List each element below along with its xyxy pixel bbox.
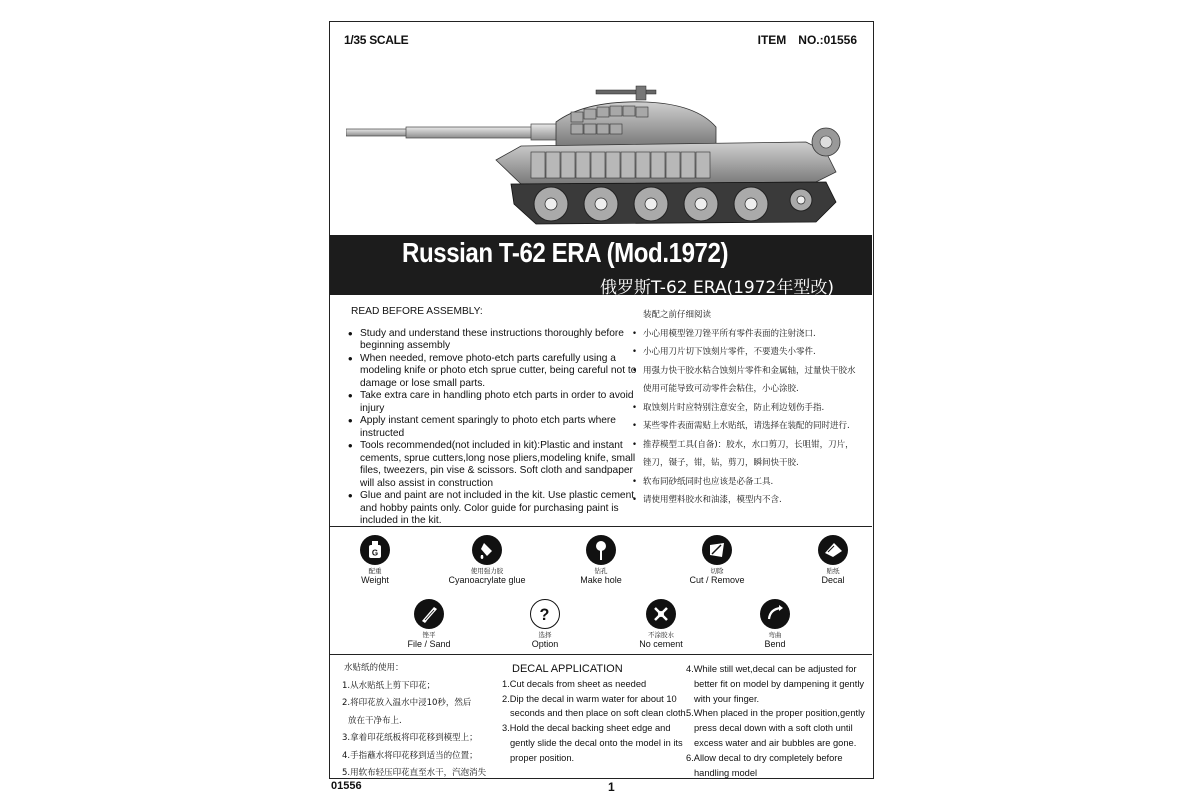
symbol-label-cn: 钻孔	[594, 567, 608, 575]
symbol-label: Weight	[361, 575, 389, 585]
list-item: seconds and then place on soft clean cloth.	[510, 708, 689, 719]
list-item: 1.Cut decals from sheet as needed	[502, 678, 647, 689]
list-item: 4.手指蘸水将印花移到适当的位置；	[342, 750, 478, 761]
symbol-label-cn: 切除	[710, 567, 724, 575]
symbol-label-cn: 锉平	[422, 631, 436, 639]
option-icon	[530, 599, 560, 629]
symbol-label: Bend	[764, 639, 786, 649]
symbol-label-cn: 贴纸	[826, 567, 840, 575]
divider	[330, 526, 872, 527]
list-item: • Take extra care in handling photo etch parts in order to avoid injury	[348, 390, 638, 415]
list-item: proper position.	[510, 752, 575, 763]
list-item: press decal down with a soft cloth until	[694, 723, 853, 734]
bend-icon	[760, 599, 790, 629]
read-before-en	[348, 306, 638, 528]
symbol-no-cement	[616, 599, 706, 649]
no-cement-icon	[646, 599, 676, 629]
symbol-bend	[730, 599, 820, 649]
symbol-label: Make hole	[580, 575, 622, 585]
instruction-sheet	[329, 21, 874, 779]
decal-icon	[818, 535, 848, 565]
symbol-label: File / Sand	[407, 639, 451, 649]
list-item: 3.Hold the decal backing sheet edge and	[502, 723, 671, 734]
item-no: NO.:01556	[798, 33, 857, 47]
symbol-label-cn: 使用强力胶	[470, 567, 504, 575]
symbol-label-cn: 弯曲	[768, 631, 782, 639]
scale-label: 1/35 SCALE	[344, 33, 409, 47]
decal-heading-cn: 水贴纸的使用：	[344, 663, 404, 673]
symbol-option	[500, 599, 590, 649]
symbol-label: Cyanoacrylate glue	[448, 575, 526, 585]
symbol-label: Decal	[821, 575, 845, 585]
list-item: 锉刀，镊子，钳，钻，剪刀，瞬间快干胶.	[643, 458, 799, 468]
list-item: • Apply instant cement sparingly to photo etch parts where instructed	[348, 415, 638, 440]
symbol-label: Option	[531, 639, 559, 649]
list-item: 3.拿着印花纸板将印花移到模型上；	[342, 733, 478, 743]
list-item: • 小心用刀片切下蚀刻片零件，不要遗失小零件.	[630, 343, 870, 362]
list-item: 6.Allow decal to dry completely before	[686, 752, 843, 763]
symbol-label: No cement	[639, 639, 683, 649]
symbol-weight	[330, 535, 420, 585]
symbol-cut	[672, 535, 762, 585]
item-number	[758, 33, 857, 47]
read-before-heading-cn: 装配之前仔细阅读	[643, 310, 712, 320]
read-before-section	[330, 302, 872, 528]
weight-badge: G	[371, 548, 379, 558]
item-label: ITEM	[757, 33, 787, 47]
list-item: • When needed, remove photo-etch parts carefully using a modeling knife or photo etch sprue cutter, being careful not to damage or lose small parts.	[348, 353, 638, 391]
page-title-cn: 俄罗斯T-62 ERA(1972年型改)	[599, 278, 834, 298]
list-item: • 推荐模型工具(自备)：胶水，水口剪刀，长咀钳，刀片，	[630, 436, 870, 455]
read-before-cn	[630, 306, 870, 510]
list-item: 5.用软布轻压印花直至水干，汽泡消失	[342, 768, 487, 778]
tank-illustration	[346, 82, 866, 242]
symbol-glue	[442, 535, 532, 585]
list-item: 4.While still wet,decal can be adjusted for	[686, 664, 857, 674]
file-icon	[414, 599, 444, 629]
list-item: gently slide the decal onto the model in its	[510, 737, 683, 748]
list-item: • 小心用模型锉刀锉平所有零件表面的注射浇口.	[630, 325, 870, 344]
symbol-label-cn: 配重	[368, 567, 382, 575]
symbol-decal	[788, 535, 878, 585]
list-item: 2.Dip the decal in warm water for about 10	[502, 693, 677, 704]
list-item: with your finger.	[694, 693, 760, 704]
list-item: • Study and understand these instructions thoroughly before beginning assembly	[348, 328, 638, 353]
list-item: 使用可能导致可动零件会粘住，小心涂胶.	[643, 384, 799, 394]
list-item: • 取蚀刻片时应特别注意安全，防止利边划伤手指.	[630, 399, 870, 418]
list-item: handling model	[694, 767, 758, 778]
decal-instructions-continued	[686, 662, 876, 780]
decal-instructions	[502, 662, 692, 766]
list-item: • Glue and paint are not included in the kit. Use plastic cement and hobby paints only. Color guide for purchasing paint is included in the kit.	[348, 490, 638, 528]
symbol-label-cn: 选择	[538, 631, 552, 639]
list-item: 1.从水贴纸上剪下印花；	[342, 680, 436, 691]
list-item: excess water and air bubbles are gone.	[694, 737, 857, 748]
symbol-label: Cut / Remove	[689, 575, 745, 585]
cut-icon	[702, 535, 732, 565]
title-band	[330, 235, 872, 298]
symbol-label-cn: 不涂胶水	[648, 631, 674, 639]
list-item: 放在干净布上.	[348, 715, 402, 726]
list-item: • Tools recommended(not included in kit):Plastic and instant cements, sprue cutters,long nose pliers,modeling knife, small files, tweezers, pin vise & scissors. Soft cloth and sandpaper will also assist in construction	[348, 440, 638, 490]
page-number: 1	[608, 780, 615, 794]
footer-item-number: 01556	[331, 780, 362, 792]
decal-heading: DECAL APPLICATION	[512, 663, 623, 675]
list-item: • 用强力快干胶水粘合蚀刻片零件和金属轴，过量快干胶水	[630, 362, 870, 381]
glue-icon	[472, 535, 502, 565]
list-item: better fit on model by dampening it gently	[694, 678, 865, 689]
symbol-drill	[556, 535, 646, 585]
svg-text:?: ?	[539, 605, 550, 624]
divider	[330, 654, 872, 655]
weight-icon	[360, 535, 390, 565]
list-item: 2.将印花放入温水中浸10秒，然后	[342, 698, 472, 708]
list-item: • 软布同砂纸同时也应该是必备工具.	[630, 473, 870, 492]
list-item: 5.When placed in the proper position,gently	[686, 708, 865, 719]
drill-icon	[586, 535, 616, 565]
read-before-heading: READ BEFORE ASSEMBLY:	[351, 306, 483, 317]
symbol-file	[384, 599, 474, 649]
page-title: Russian T-62 ERA (Mod.1972)	[402, 237, 729, 268]
decal-instructions-cn	[342, 660, 502, 783]
list-item: • 某些零件表面需贴上水贴纸，请选择在装配的同时进行.	[630, 417, 870, 436]
list-item: • 请使用塑料胶水和油漆，模型内不含.	[630, 491, 870, 510]
